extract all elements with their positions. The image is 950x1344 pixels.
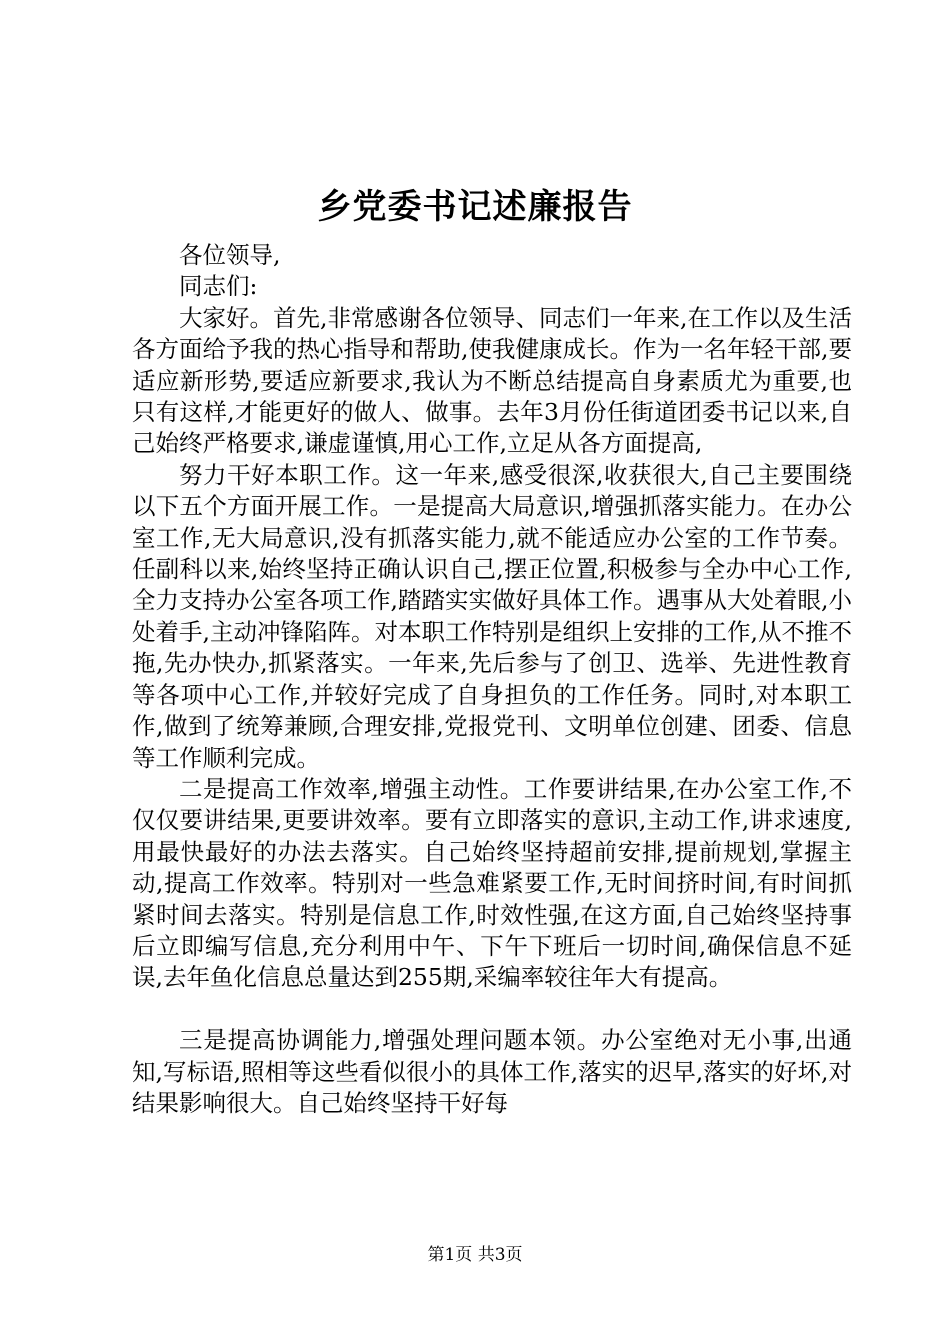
document-title: 乡党委书记述廉报告 [317,187,633,227]
document-body [132,240,852,1119]
body-paragraph: 大家好。首先,非常感谢各位领导、同志们一年来,在工作以及生活各方面给予我的热心指导和帮助,使我健康成长。作为一名年轻干部,要适应新形势,要适应新要求,我认为不断总结提高自身素质尤为重要,也只有这样,才能更好的做人、做事。去年3月份任街道团委书记以来,自己始终严格要求,谦虚谨慎,用心工作,立足从各方面提高, [132,303,852,458]
paragraph-spacer [132,994,852,1025]
salutation-comrades: 同志们: [179,272,258,301]
body-paragraph: 努力干好本职工作。这一年来,感受很深,收获很大,自己主要围绕以下五个方面开展工作。一是提高大局意识,增强抓落实能力。在办公室工作,无大局意识,没有抓落实能力,就不能适应办公室的工作节奏。任副科以来,始终坚持正确认识自己,摆正位置,积极参与全办中心工作,全力支持办公室各项工作,踏踏实实做好具体工作。遇事从大处着眼,小处着手,主动冲锋陷阵。对本职工作特别是组织上安排的工作,从不推不拖,先办快办,抓紧落实。一年来,先后参与了创卫、选举、先进性教育等各项中心工作,并较好完成了自身担负的工作任务。同时,对本职工作,做到了统筹兼顾,合理安排,党报党刊、文明单位创建、团委、信息等工作顺利完成。 [132,460,852,772]
salutation-leaders: 各位领导, [179,241,281,269]
body-paragraph: 二是提高工作效率,增强主动性。工作要讲结果,在办公室工作,不仅仅要讲结果,更要讲效率。要有立即落实的意识,主动工作,讲求速度,用最快最好的办法去落实。自己始终坚持超前安排,提前规划,掌握主动,提高工作效率。特别对一些急难紧要工作,无时间挤时间,有时间抓紧时间去落实。特别是信息工作,时效性强,在这方面,自己始终坚持事后立即编写信息,充分利用中午、下午下班后一切时间,确保信息不延误,去年鱼化信息总量达到255期,采编率较往年大有提高。 [132,774,852,992]
page-number-footer: 第1页 共3页 [427,1245,523,1265]
body-paragraph: 三是提高协调能力,增强处理问题本领。办公室绝对无小事,出通知,写标语,照相等这些看似很小的具体工作,落实的迟早,落实的好坏,对结果影响很大。自己始终坚持干好每 [132,1026,852,1117]
